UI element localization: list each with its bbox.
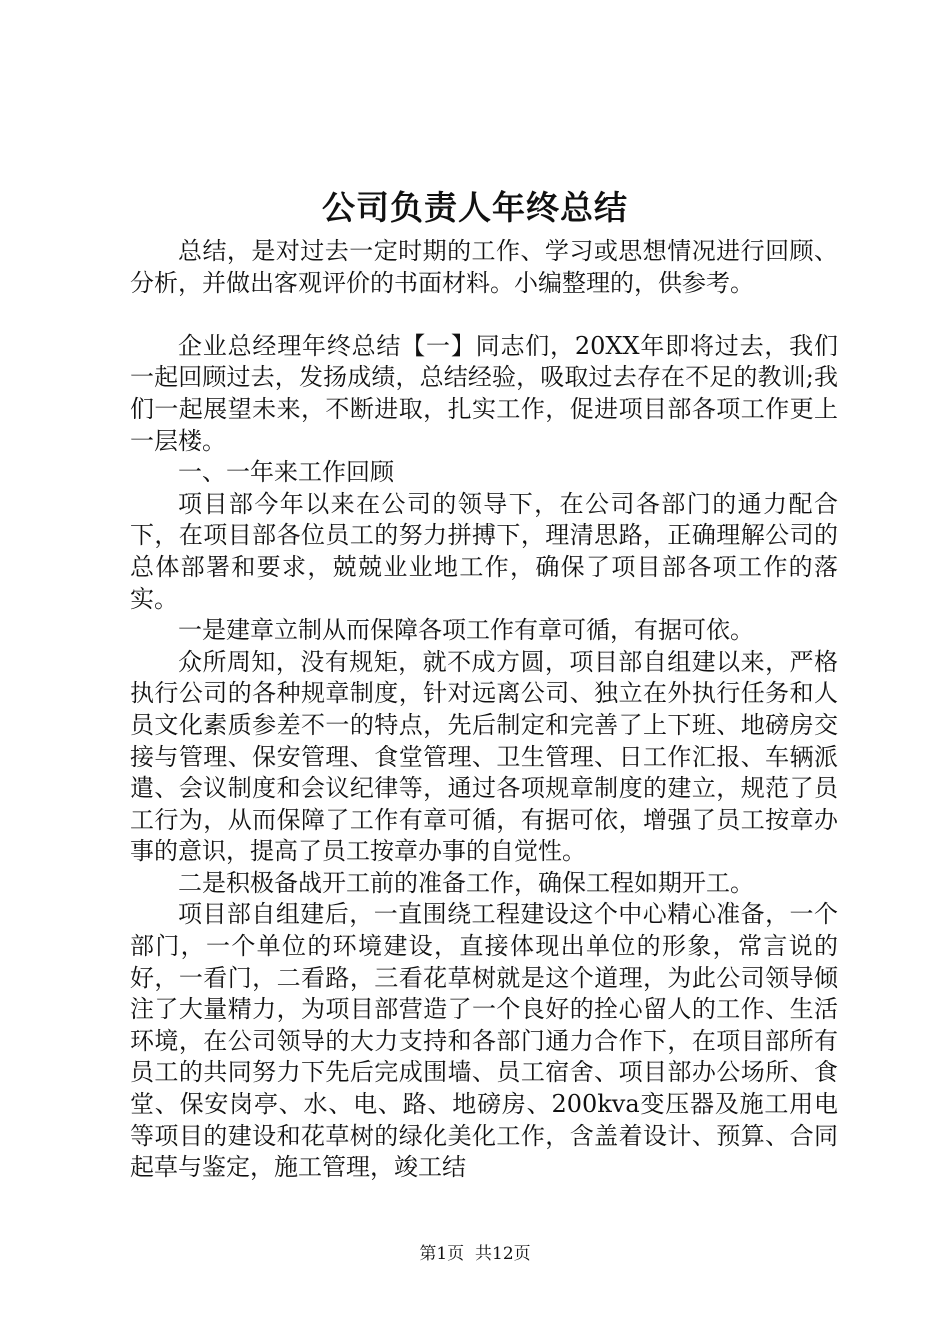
page-footer xyxy=(0,1243,950,1265)
footer-spacer xyxy=(464,1244,475,1264)
document-body xyxy=(130,236,838,1184)
section-heading-review: 一、一年来工作回顾 xyxy=(178,458,394,487)
page-number: 第1页 xyxy=(419,1244,465,1264)
document-title: 公司负责人年终总结 xyxy=(322,188,628,227)
point-heading-rules: 一是建章立制从而保障各项工作有章可循，有据可依。 xyxy=(178,616,754,645)
paragraph-overview: 项目部今年以来在公司的领导下，在公司各部门的通力配合下，在项目部各位员工的努力拼搏下，理清思路，正确理解公司的总体部署和要求，兢兢业业地工作，确保了项目部各项工作的落实。 xyxy=(130,489,838,613)
point-heading-preparation: 二是积极备战开工前的准备工作，确保工程如期开工。 xyxy=(178,868,754,897)
intro-paragraph: 总结，是对过去一定时期的工作、学习或思想情况进行回顾、分析，并做出客观评价的书面材料。小编整理的，供参考。 xyxy=(130,237,838,297)
paragraph-opening: 企业总经理年终总结【一】同志们，20XX年即将过去，我们一起回顾过去，发扬成绩，总结经验，吸取过去存在不足的教训;我们一起展望未来，不断进取，扎实工作，促进项目部各项工作更上一层楼。 xyxy=(130,331,838,455)
page-total: 共12页 xyxy=(475,1244,531,1264)
paragraph-rules: 众所周知，没有规矩，就不成方圆，项目部自组建以来，严格执行公司的各种规章制度，针对远离公司、独立在外执行任务和人员文化素质参差不一的特点，先后制定和完善了上下班、地磅房交接与管理、保安管理、食堂管理、卫生管理、日工作汇报、车辆派遣、会议制度和会议纪律等，通过各项规章制度的建立，规范了员工行为，从而保障了工作有章可循，有据可依，增强了员工按章办事的意识，提高了员工按章办事的自觉性。 xyxy=(130,647,838,866)
paragraph-preparation: 项目部自组建后，一直围绕工程建设这个中心精心准备，一个部门，一个单位的环境建设，直接体现出单位的形象，常言说的好，一看门，二看路，三看花草树就是这个道理，为此公司领导倾注了大量精力，为项目部营造了一个良好的拴心留人的工作、生活环境，在公司领导的大力支持和各部门通力合作下，在项目部所有员工的共同努力下先后完成围墙、员工宿舍、项目部办公场所、食堂、保安岗亭、水、电、路、地磅房、200kva变压器及施工用电等项目的建设和花草树的绿化美化工作，含盖着设计、预算、合同起草与鉴定，施工管理，竣工结 xyxy=(130,900,838,1182)
